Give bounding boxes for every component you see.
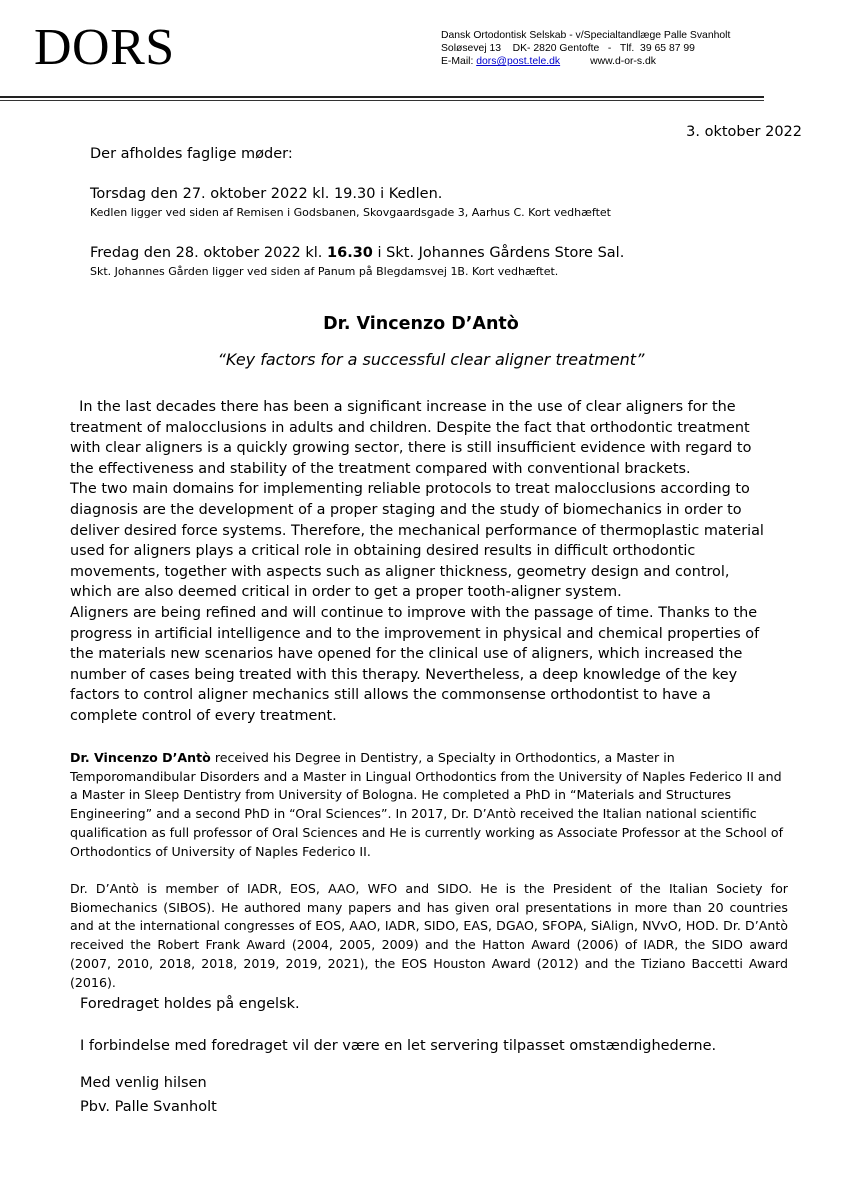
signature: Pbv. Palle Svanholt xyxy=(80,1099,217,1115)
meeting-2-time: 16.30 xyxy=(327,245,373,261)
language-note: Foredraget holdes på engelsk. xyxy=(80,996,300,1012)
bio-name: Dr. Vincenzo D’Antò xyxy=(70,750,211,765)
bio-paragraph-2: Dr. D’Antò is member of IADR, EOS, AAO, WFO and SIDO. He is the President of the Italian Society for Biomechanics (SIBOS). He authored many papers and has given oral presentations in more than 20 countries and at the international congresses of EOS, AAO, IADR, SIDO, EAS, DGAO, SFOPA, SiAlign, NVvO, HOD. Dr. D’Antò received the Robert Frank Award (2004, 2005, 2009) and the Hatton Award (2006) of IADR, the SIDO award (2007, 2010, 2018, 2018, 2019, 2019, 2021), the EOS Houston Award (2012) and the Tiziano Baccetti Award (2016). xyxy=(70,881,788,990)
letter-date: 3. oktober 2022 xyxy=(686,124,802,140)
org-name: Dansk Ortodontisk Selskab - v/Specialtandlæge Palle Svanholt xyxy=(441,30,731,41)
header-rule-bottom xyxy=(0,100,764,101)
talk-title: “Key factors for a successful clear aligner treatment” xyxy=(217,350,645,369)
org-contact xyxy=(441,55,730,68)
catering-note: I forbindelse med foredraget vil der være en let servering tilpasset omstændighederne. xyxy=(80,1038,717,1054)
header-rule-top xyxy=(0,96,764,98)
bio-paragraph-1: Dr. Vincenzo D’Antò received his Degree in Dentistry, a Specialty in Orthodontics, a Master in Temporomandibular Disorders and a Master in Lingual Orthodontics from the University of Naples Federico II and a Master in Sleep Dentistry from University of Bologna. He completed a PhD in “Materials and Structures Engineering” and a second PhD in “Oral Sciences”. In 2017, Dr. D’Antò received the Italian national scientific qualification as full professor of Oral Sciences and He is currently working as Associate Professor at the School of Orthodontics of University of Naples Federico II. xyxy=(70,750,784,859)
email-link[interactable]: dors@post.tele.dk xyxy=(476,56,561,67)
closing-greeting: Med venlig hilsen xyxy=(80,1075,207,1091)
intro-line: Der afholdes faglige møder: xyxy=(90,146,293,162)
abstract-paragraph-2: The two main domains for implementing reliable protocols to treat malocclusions according to diagnosis are the development of a proper staging and the study of biomechanics in order to deliver desired force systems. Therefore, the mechanical performance of thermoplastic material used for aligners plays a critical role in obtaining desired results in difficult orthodontic movements, together with aspects such as aligner thickness, geometry design and control, which are also deemed critical in order to get a proper tooth-aligner system. xyxy=(70,481,764,601)
abstract-paragraph-1: In the last decades there has been a significant increase in the use of clear aligners for the treatment of malocclusions in adults and children. Despite the fact that orthodontic treatment with clear aligners is a quickly growing sector, there is still insufficient evidence with regard to the effectiveness and stability of the treatment compared with conventional brackets. xyxy=(70,399,756,477)
email-label: E-Mail: xyxy=(441,56,477,67)
website-text: www.d-or-s.dk xyxy=(590,56,656,67)
dors-logo: DORS xyxy=(34,19,175,76)
meeting-1-line: Torsdag den 27. oktober 2022 kl. 19.30 i Kedlen. xyxy=(90,186,443,202)
abstract-paragraph-3: Aligners are being refined and will continue to improve with the passage of time. Thanks to the progress in artificial intelligence and to the improvement in physical and chemical properties of the materials new scenarios have opened for the clinical use of aligners, which increased the number of cases being treated with this therapy. Nevertheless, a deep knowledge of the key factors to control aligner mechanics still allows the commonsense orthodontist to have a complete control of every treatment. xyxy=(70,604,760,724)
speaker-name: Dr. Vincenzo D’Antò xyxy=(323,314,519,334)
abstract xyxy=(70,397,770,727)
org-address: Soløsevej 13 DK- 2820 Gentofte - Tlf. 39 65 87 99 xyxy=(441,43,695,54)
organization-info xyxy=(441,29,730,68)
meeting-2-note: Skt. Johannes Gården ligger ved siden af Panum på Blegdamsvej 1B. Kort vedhæftet. xyxy=(90,265,559,278)
meeting-1-note: Kedlen ligger ved siden af Remisen i Godsbanen, Skovgaardsgade 3, Aarhus C. Kort vedhæftet xyxy=(90,206,611,219)
meeting-2-line: Fredag den 28. oktober 2022 kl. 16.30 i Skt. Johannes Gårdens Store Sal. xyxy=(90,245,625,261)
